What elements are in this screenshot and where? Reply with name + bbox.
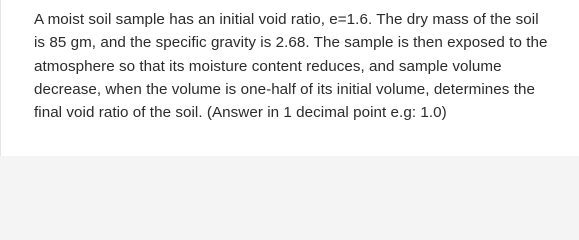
question-line-5: final void ratio of the soil. (Answer in 1 decimal point e.g: 1.0) <box>34 104 447 122</box>
question-line-3: atmosphere so that its moisture content reduces, and sample volume <box>34 57 502 75</box>
question-line-1: A moist soil sample has an initial void ratio, e=1.6. The dry mass of the soil <box>34 11 539 28</box>
question-text <box>34 8 571 124</box>
question-line-4: decrease, when the volume is one-half of its initial volume, determines the <box>34 80 535 98</box>
question-line-2: is 85 gm, and the specific gravity is 2.68. The sample is then exposed to the <box>34 34 548 52</box>
